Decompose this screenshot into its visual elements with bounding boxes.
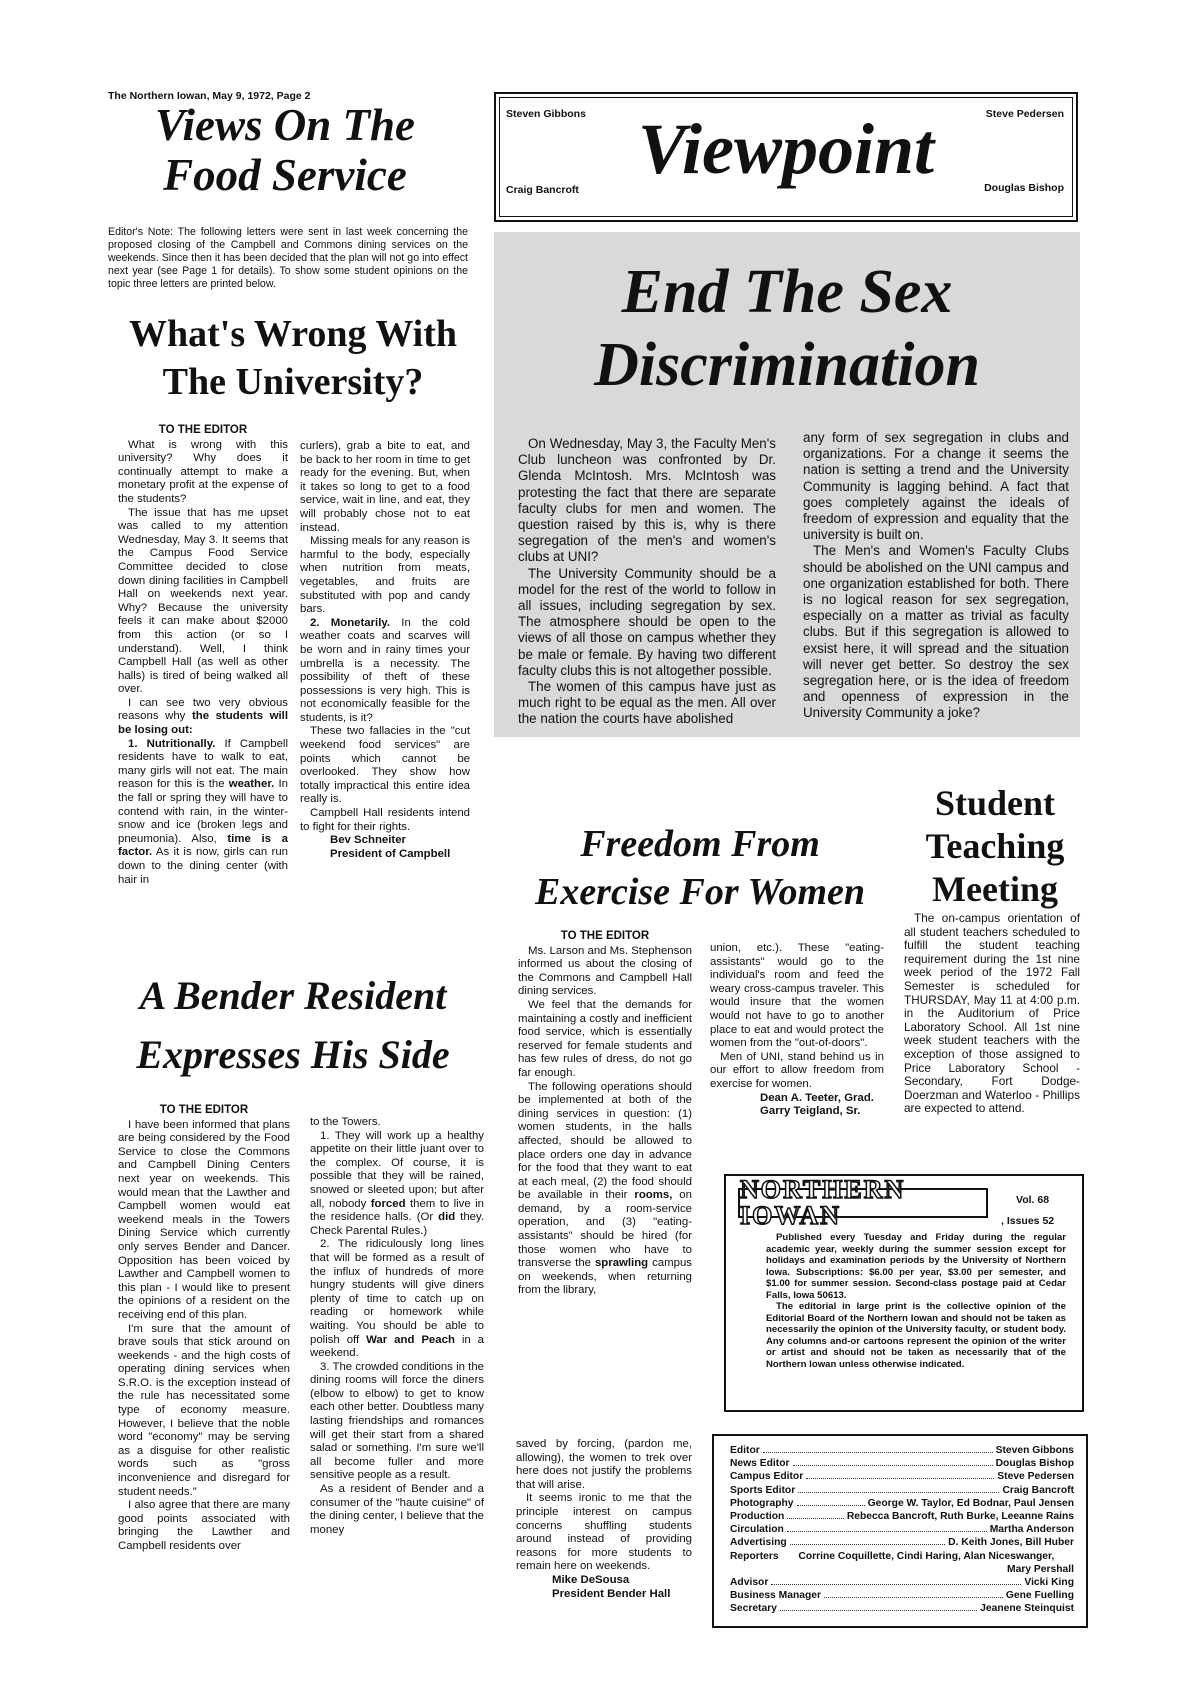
wrong-letter-col2	[300, 440, 470, 861]
staff-reporters	[730, 1550, 1074, 1576]
paragraph: The on-campus orientation of all student teachers scheduled to fulfill the student teaching requirement during the 1st nine week period of the 1972 Fall Semester is scheduled for THURSDAY, May 11 at 4:00 p.m. in the Auditorium of Price Laboratory School. All 1st nine week student teachers with the exception of those assigned to Price Laboratory School - Secondary, Fort Dodge-Doerzman and Waterloo - Phillips are expected to attend.	[904, 911, 1080, 1116]
bold-text-run: 1. Nutritionally.	[128, 737, 216, 750]
staff-row	[730, 1470, 1074, 1483]
sex-title-line1: End The Sex	[621, 258, 953, 326]
viewpoint-title: Viewpoint	[637, 109, 935, 189]
bender-col3	[516, 1438, 692, 1601]
paragraph: The University Community should be a model for the rest of the world to follow in all issues, including segregation by sex. The atmosphere should be open to the views of all those on campus whether they be male or female. By having two different faculty clubs this is not altogether possible.	[518, 565, 776, 678]
paragraph: Men of UNI, stand behind us in our effort to allow freedom from exercise for women.	[710, 1050, 884, 1090]
leader-dots	[771, 1584, 1021, 1585]
bold-text-run: the students will be losing out:	[118, 710, 288, 737]
paragraph: union, etc.). These "eating-assistants" would go to the individual's room and feed the weary cross-campus traveler. This would insure that the women would not have to go to another place to eat and would protect the women from the "out-of-doors".	[710, 942, 884, 1050]
paragraph: The issue that has me upset was called to my attention Wednesday, May 3. It seems that the Campus Food Service Committee decided to close down dining facilities in Campbell Hall on weekends next year. Why? Because the university feels it can make about $2000 from this action (or so I understand). Well, I think Campbell Hall (as well as other halls) is tired of being walked all over.	[118, 506, 288, 696]
bender-title-line2: Expresses His Side	[136, 1032, 450, 1077]
staff-row	[730, 1602, 1074, 1615]
leader-dots	[787, 1518, 843, 1519]
signature	[710, 1092, 884, 1119]
staff-label: Business Manager	[730, 1590, 821, 1602]
text-run: If Campbell residents have to walk to eat, many girls will not eat. The main reason for this is the	[118, 737, 288, 791]
paragraph: As a resident of Bender and a consumer of the "haute cuisine" of the dining center, I believe that the money	[310, 1483, 484, 1536]
paragraph: On Wednesday, May 3, the Faculty Men's Club luncheon was confronted by Dr. Glenda McIntosh. Mrs. McIntosh was protesting the fact that there are separate faculty clubs for men and women. The question raised by this is, why is there segregation of the men's and women's clubs at UNI?	[518, 436, 776, 565]
staff-names: Mary Pershall	[1007, 1563, 1074, 1575]
paragraph	[518, 1081, 692, 1299]
editors-note: Editor's Note: The following letters were sent in last week concerning the proposed closing of the Campbell and Commons dining services on the weekends. Since then it has been decided that the plan will not go into effect next year (see Page 1 for details). To show some student opinions on the topic three letters are printed below.	[108, 226, 468, 290]
text-run: 1. They will work up a healthy appetite on their little juant over to the complex. Of course, it is possible that they will be rained, snowed or sleeted upon; but after all, nobody	[310, 1129, 484, 1210]
masthead-publication-info	[766, 1232, 1066, 1370]
bold-text-run: 2. Monetarily.	[310, 616, 391, 629]
paragraph: I have been informed that plans are being considered by the Food Service to close the Commons and Campbell Dining Centers next year on weekends. This would mean that the Lawther and Campbell women would eat weekend meals in the Towers Dining Service which currently only serves Bender and Dancer. Opposition has been voiced by Lawther and Campbell women to this plan - I would like to present the opinions of a resident on the receiving end of this plan.	[118, 1118, 290, 1321]
paragraph	[118, 738, 288, 888]
staff-row	[730, 1536, 1074, 1549]
freedom-col2	[710, 942, 884, 1119]
staff-names: Steven Gibbons	[995, 1445, 1074, 1456]
text-run: I can see two very obvious reasons why	[118, 696, 288, 723]
staff-names: Jeanene Steinquist	[980, 1603, 1074, 1615]
paragraph: We feel that the demands for maintaining a costly and inefficient food service, which is essentially reserved for female students and has few rules of dress, do not go far enough.	[518, 998, 692, 1079]
staff-row	[730, 1497, 1074, 1510]
sex-title-line2: Discrimination	[594, 331, 980, 399]
staff-row	[730, 1457, 1074, 1470]
leader-dots	[787, 1531, 987, 1532]
text-run: In the cold weather coats and scarves will be worn and in rainy times your umbrella is a necessity. The possibility of theft of these possessions is very high. This is not economically feasible for the students, is it?	[300, 616, 470, 724]
staff-row	[730, 1589, 1074, 1602]
staff-label: Production	[730, 1511, 785, 1523]
staff-names: George W. Taylor, Ed Bodnar, Paul Jensen	[867, 1497, 1074, 1509]
staff-names: Craig Bancroft	[1002, 1484, 1074, 1496]
viewpoint-box	[494, 92, 1078, 222]
bold-text-run: weather.	[228, 778, 275, 791]
paragraph: What is wrong with this university? Why does it continually attempt to make a monetary profit at the expense of the students?	[118, 438, 288, 505]
staff-names: Vicki King	[1024, 1577, 1074, 1589]
bender-title-line1: A Bender Resident	[139, 973, 447, 1018]
paragraph: curlers), grab a bite to eat, and be back to her room in time to get ready for the evening. But, when it takes so long to get to a food service, wait in line, and eat, they will probably chose not to eat instead.	[300, 440, 470, 534]
page-header: The Northern Iowan, May 9, 1972, Page 2	[108, 90, 311, 102]
paragraph: I also agree that there are many good points associated with bringing the Lawther and Campbell residents over	[118, 1499, 290, 1552]
staff-label: Circulation	[730, 1524, 784, 1536]
signature	[300, 834, 470, 861]
signature-name: Dean A. Teeter, Grad.	[760, 1091, 874, 1104]
text-run: them to live in the residence halls. (Or	[310, 1197, 484, 1224]
viewpoint-name-bottom-right: Douglas Bishop	[984, 182, 1064, 194]
student-title-line2: Teaching	[925, 826, 1065, 866]
staff-label: Editor	[730, 1445, 760, 1456]
signature-title: President of Campbell	[330, 847, 451, 860]
signature	[516, 1574, 692, 1601]
text-run: campus on weekends, when returning from the library,	[518, 1257, 692, 1297]
leader-dots	[806, 1478, 994, 1479]
staff-names: Gene Fuelling	[1005, 1590, 1074, 1602]
paragraph: Campbell Hall residents intend to fight for their rights.	[300, 807, 470, 833]
staff-row	[730, 1576, 1074, 1589]
text-run: The following operations should be implemented at both of the dining services in question: (1) women students, in the halls affected, should be allowed to place orders one day in advance for the food that they want to eat at each meal, (2) the food should be available in their	[518, 1080, 692, 1202]
freedom-col1	[518, 930, 692, 1298]
paragraph: These two fallacies in the "cut weekend food services" are points which cannot be overlooked. They show how totally impractical this entire idea really is.	[300, 725, 470, 806]
leader-dots	[793, 1465, 993, 1466]
leader-dots	[797, 1505, 865, 1506]
to-the-editor-label: TO THE EDITOR	[560, 930, 650, 942]
text-run: In the fall or spring they will have to contend with rain, in the winter-snow and ice (broken legs and pneumonia). Also,	[118, 778, 288, 845]
staff-box	[712, 1434, 1088, 1628]
staff-names: Steve Pedersen	[997, 1471, 1074, 1483]
text-run: they. Check Parental Rules.)	[310, 1211, 485, 1237]
bold-text-run: did	[438, 1211, 456, 1224]
staff-label: Sports Editor	[730, 1484, 796, 1496]
staff-names: D. Keith Jones, Bill Huber	[948, 1537, 1074, 1549]
leader-dots	[763, 1452, 993, 1453]
viewpoint-name-top-right: Steve Pedersen	[985, 108, 1064, 120]
staff-names: Corrine Coquillette, Cindi Haring, Alan Niceswanger,	[798, 1550, 1055, 1562]
staff-label: Secretary	[730, 1603, 777, 1615]
staff-names: Rebecca Bancroft, Ruth Burke, Leeanne Rains	[846, 1511, 1074, 1523]
paragraph: Missing meals for any reason is harmful to the body, especially when nutrition from meats, vegetables, and fruits are substituted with pop and candy bars.	[300, 535, 470, 616]
paragraph: The editorial in large print is the collective opinion of the Editorial Board of the Northern Iowan and should not be taken as necessarily the opinion of the University faculty, or student body. Any columns and-or cartoons represent the opinion of the writer or artist and should not be taken as necessarily that of the Northern Iowan unless otherwise indicated.	[766, 1301, 1066, 1370]
staff-names: Douglas Bishop	[995, 1458, 1074, 1470]
paragraph: 3. The crowded conditions in the dining rooms will force the diners (elbow to elbow) to get to know each other better. Doubtless many lasting friendships and romances will get their start from a shared salad or something. I'm sure we'll all become fuller and more sensitive people as a result.	[310, 1360, 484, 1482]
signature-name: Bev Schneiter	[330, 834, 406, 847]
paragraph	[300, 617, 470, 726]
staff-names: Martha Anderson	[989, 1524, 1074, 1536]
staff-label: News Editor	[730, 1458, 790, 1470]
paragraph	[310, 1130, 484, 1239]
text-run: on demand, by a room-service operation, and (3) "eating-assistants" should be hired (for those women who have to transverse the	[518, 1189, 692, 1270]
bold-text-run: forced	[370, 1197, 406, 1210]
bold-text-run: sprawling	[594, 1257, 649, 1270]
signature-name: Mike DeSousa	[552, 1573, 630, 1586]
paragraph: saved by forcing, (pardon me, allowing), the women to trek over here does not justify the problems that will arise.	[516, 1438, 692, 1491]
viewpoint-name-bottom-left: Craig Bancroft	[506, 184, 579, 196]
leader-dots	[824, 1597, 1003, 1598]
masthead-box	[724, 1174, 1084, 1412]
staff-label: Reporters	[730, 1550, 779, 1562]
leader-dots	[780, 1610, 977, 1611]
student-body	[904, 912, 1080, 1116]
wrong-letter-col1	[118, 424, 288, 887]
leader-dots	[798, 1492, 999, 1493]
bold-text-run: War and Peach	[366, 1333, 455, 1346]
wrong-title: What's Wrong With The University?	[128, 313, 458, 403]
paragraph: The women of this campus have just as much right to be equal as the men. All over the nation the courts have abolished	[518, 679, 776, 727]
sex-col2	[803, 430, 1069, 722]
bender-col1	[118, 1104, 290, 1554]
to-the-editor-label: TO THE EDITOR	[159, 1104, 249, 1116]
freedom-title-line1: Freedom From	[580, 823, 820, 865]
volume-label: Vol. 68	[1016, 1194, 1050, 1206]
leader-dots	[790, 1544, 945, 1545]
logo-text: NORTHERN IOWAN	[740, 1175, 906, 1230]
staff-row	[730, 1510, 1074, 1523]
paragraph: to the Towers.	[310, 1116, 381, 1128]
paragraph: Ms. Larson and Ms. Stephenson informed us about the closing of the Commons and Campbell Hall dining services.	[518, 944, 692, 998]
paragraph: I'm sure that the amount of brave souls that stick around on weekends - and the high costs of operating dining services when S.R.O. is the exception instead of the rule has necessitated some type of economy measure. However, I believe that the noble word "economy" may be serving as a disguise for other realistic words such as "gross inconvenience and disregard for student needs."	[118, 1322, 290, 1498]
paragraph: It seems ironic to me that the principle interest on campus concerns shuffling students around instead of providing reasons for more students to remain here on weekends.	[516, 1492, 692, 1573]
text-run: 2. The ridiculously long lines that will be formed as a result of the influx of hundreds of more hungry students will give diners plenty of time to catch up on reading or homework while waiting. You should be able to polish off	[310, 1238, 484, 1346]
staff-label: Photography	[730, 1497, 794, 1509]
bender-col2	[310, 1116, 484, 1537]
paragraph	[118, 697, 288, 738]
signature-name: Garry Teigland, Sr.	[760, 1105, 861, 1118]
bold-text-run: time is a factor.	[118, 832, 288, 859]
views-title: Views On The Food Service	[154, 100, 416, 200]
staff-list	[730, 1444, 1074, 1550]
staff-label: Campus Editor	[730, 1471, 804, 1483]
paragraph: Published every Tuesday and Friday during the regular academic year, weekly during the summer session except for holidays and examination periods by the University of Northern Iowa. Subscriptions: $6.00 per year, $3.00 per semester, and $1.00 for summer session. Second-class postage paid at Cedar Falls, Iowa 50613.	[766, 1232, 1066, 1301]
paragraph: The Men's and Women's Faculty Clubs should be abolished on the UNI campus and one organization established for both. There is no logical reason for sex segregation, especially on a matter as trivial as faculty clubs. But if this segregation is allowed to exsist here, it will spread and the situation will never get better. So destroy the sex segregation here, or is the idea of freedom and openness of expression in the University Community a joke?	[803, 543, 1069, 721]
staff-label: Advertising	[730, 1537, 787, 1549]
sex-col1	[518, 436, 776, 728]
staff-list	[730, 1576, 1074, 1616]
student-title-line3: Meeting	[932, 869, 1058, 909]
student-title-line1: Student	[934, 783, 1056, 823]
paragraph: any form of sex segregation in clubs and organizations. For a change it seems the nation is setting a trend and the University Community is lagging behind. A fact that goes completely against the ideals of freedom of expression and equality that the university is built on.	[803, 430, 1069, 543]
freedom-title-line2: Exercise For Women	[534, 871, 866, 913]
issue-label: , Issues 52	[1001, 1215, 1055, 1227]
staff-label: Advisor	[730, 1577, 769, 1589]
staff-row	[730, 1523, 1074, 1536]
text-run: in a weekend.	[310, 1333, 484, 1360]
staff-row	[730, 1484, 1074, 1497]
staff-row	[730, 1444, 1074, 1457]
viewpoint-name-top-left: Steven Gibbons	[506, 108, 586, 120]
text-run: As it is now, girls can run down to the dining center (with hair in	[118, 846, 288, 886]
northern-iowan-logo	[738, 1175, 988, 1230]
signature-title: President Bender Hall	[552, 1587, 671, 1600]
paragraph	[310, 1238, 484, 1360]
bold-text-run: rooms,	[634, 1189, 673, 1202]
to-the-editor-label: TO THE EDITOR	[158, 424, 248, 436]
